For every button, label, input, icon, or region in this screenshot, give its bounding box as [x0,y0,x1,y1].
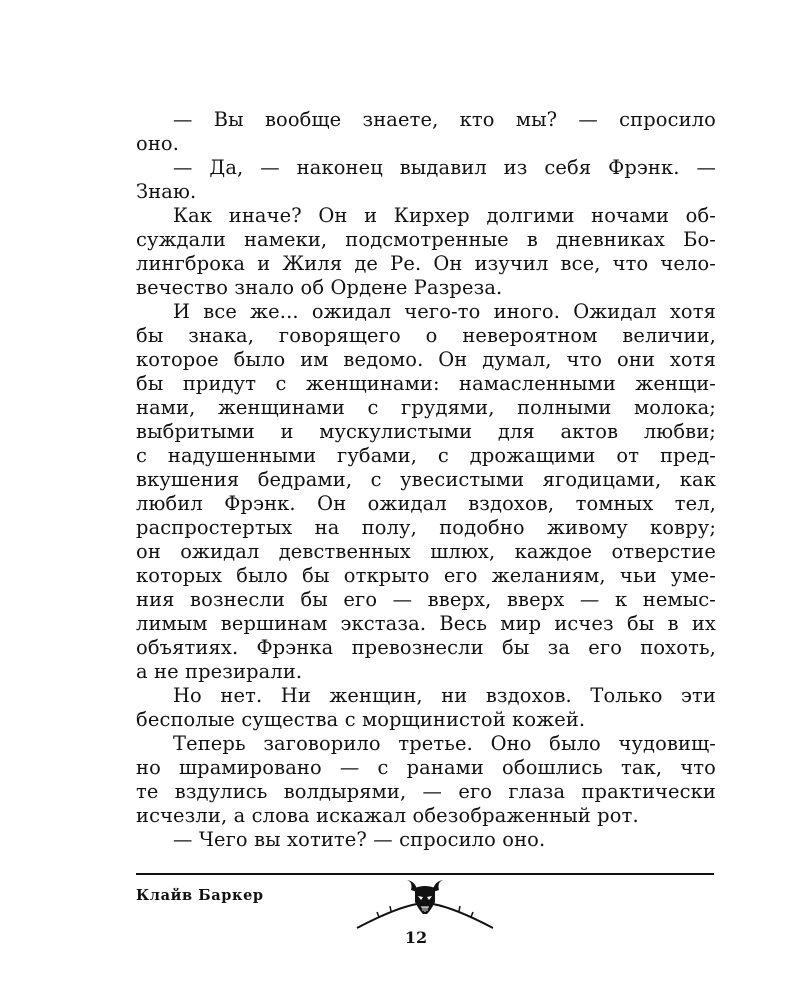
text-line: любил Фрэнк. Он ожидал вздохов, томных тел, [136,492,716,515]
text-line: объятиях. Фрэнка превознесли бы за его похоть, [136,636,716,659]
footer-divider [136,873,714,875]
paragraph [136,684,716,732]
text-line: бесполые существа с морщинистой кожей. [136,708,586,731]
text-line: бы придут с женщинами: намасленными женщи- [136,372,716,395]
text-line: Знаю. [136,180,197,203]
text-line: лимым вершинам экстаза. Весь мир исчез бы в их [136,612,716,635]
text-line: он ожидал девственных шлюх, каждое отверстие [136,540,716,563]
text-line: которое было им ведомо. Он думал, что они хотя [136,348,716,371]
text-line: ния вознесли бы его — вверх, вверх — к немыс- [136,588,716,611]
text-line: Как иначе? Он и Кирхер долгими ночами об- [173,204,716,227]
paragraph [136,204,716,300]
text-line: распростертых на полу, подобно живому ковру; [136,516,716,539]
text-line: Теперь заговорило третье. Оно было чудовищ- [173,732,716,755]
running-footer-author: Клайв Баркер [136,887,264,904]
text-line: лингброка и Жиля де Ре. Он изучил все, что чело- [136,252,716,275]
text-line: с надушенными губами, с дрожащими от пред- [136,444,716,467]
text-line: оно. [136,132,180,155]
text-line: суждали намеки, подсмотренные в дневниках Бо- [136,228,716,251]
text-line: вечество знало об Ордене Разреза. [136,276,503,299]
text-line: которых было бы открыто его желаниям, чьи уме- [136,564,716,587]
paragraph [136,828,716,852]
page-number: 12 [404,928,428,947]
paragraph [136,156,716,204]
text-line: исчезли, а слова искажал обезображенный рот. [136,804,639,827]
text-line: Но нет. Ни женщин, ни вздохов. Только эти [173,684,716,707]
text-line: — Да, — наконец выдавил из себя Фрэнк. — [173,156,716,179]
text-line: а не презирали. [136,660,303,683]
text-line: выбритыми и мускулистыми для актов любви; [136,420,716,443]
text-line: но шрамировано — с ранами обошлись так, что [136,756,716,779]
horned-skull-emblem-icon [355,880,495,932]
text-line: — Вы вообще знаете, кто мы? — спросило [173,108,716,131]
paragraph [136,732,716,828]
paragraph [136,300,716,684]
text-line: нами, женщинами с грудями, полными молока; [136,396,716,419]
text-line: И все же... ожидал чего-то иного. Ожидал хотя [173,300,716,323]
text-line: бы знака, говорящего о невероятном величии, [136,324,716,347]
paragraph [136,108,716,156]
text-line: — Чего вы хотите? — спросило оно. [173,828,546,851]
text-line: те вздулись волдырями, — его глаза практически [136,780,716,803]
book-page-text [136,108,716,852]
text-line: вкушения бедрами, с увесистыми ягодицами, как [136,468,716,491]
